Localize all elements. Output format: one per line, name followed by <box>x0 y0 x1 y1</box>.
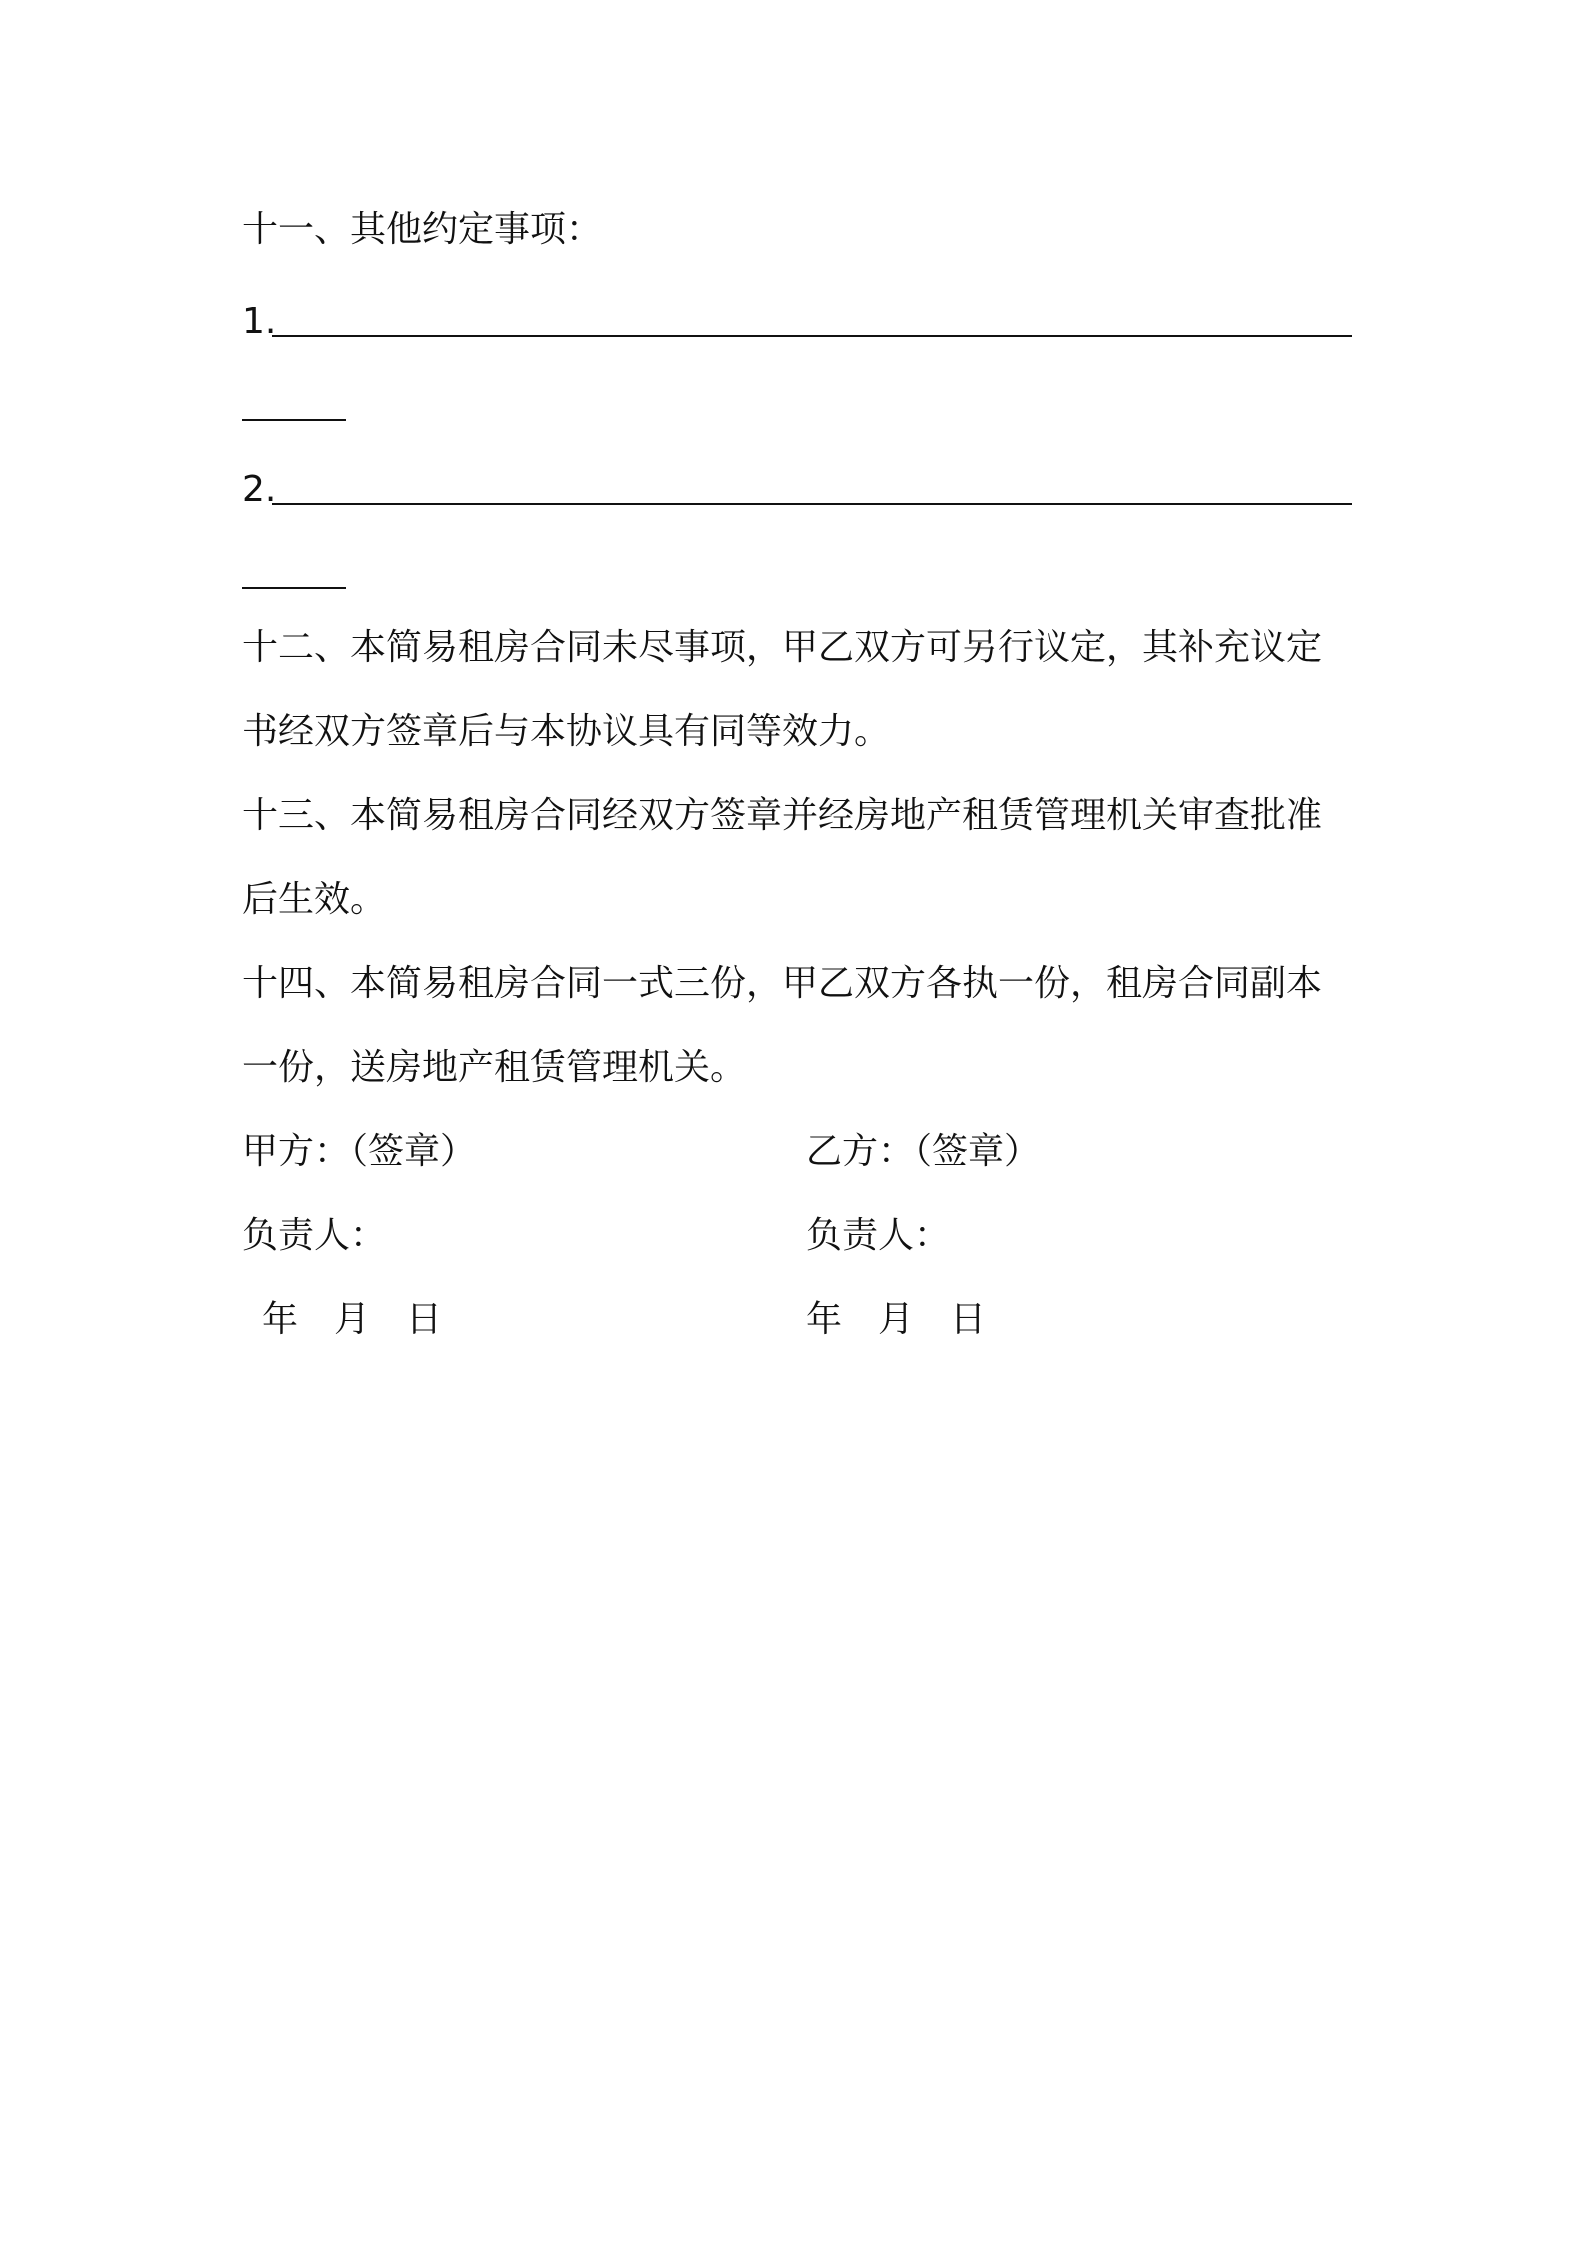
clause-11-title: 十一、其他约定事项： <box>242 209 603 250</box>
party-a-date-day: 日 <box>406 1299 443 1340</box>
party-a-date <box>262 1296 442 1344</box>
party-a-signature-label: 甲方：（签章） <box>242 1131 477 1172</box>
clause-12-line-1: 十二、本简易租房合同未尽事项，甲乙双方可另行议定，其补充议定 <box>242 627 1323 668</box>
clause-13-line-2: 后生效。 <box>242 879 387 920</box>
party-b-date-day: 日 <box>950 1299 987 1340</box>
party-b-signature-label: 乙方：（签章） <box>806 1131 1041 1172</box>
clause-14-line-2: 一份，送房地产租赁管理机关。 <box>242 1047 747 1088</box>
party-b-date <box>806 1296 986 1344</box>
party-a-responsible-person: 负责人： <box>242 1215 387 1256</box>
party-b-date-month: 月 <box>878 1299 915 1340</box>
party-a-date-year: 年 <box>262 1299 299 1340</box>
item-2-blank-line <box>272 503 1352 505</box>
party-a-date-month: 月 <box>334 1299 371 1340</box>
clause-13-line-1: 十三、本简易租房合同经双方签章并经房地产租赁管理机关审查批准 <box>242 795 1323 836</box>
party-b-responsible-person: 负责人： <box>806 1215 951 1256</box>
clause-12-line-2: 书经双方签章后与本协议具有同等效力。 <box>242 711 891 752</box>
item-1-blank-continuation <box>242 419 346 421</box>
item-1-prefix: 1. <box>242 301 277 342</box>
item-2-prefix: 2. <box>242 469 277 510</box>
clause-14-line-1: 十四、本简易租房合同一式三份，甲乙双方各执一份，租房合同副本 <box>242 963 1323 1004</box>
party-b-date-year: 年 <box>806 1299 843 1340</box>
item-1-blank-line <box>272 335 1352 337</box>
item-2-blank-continuation <box>242 587 346 589</box>
